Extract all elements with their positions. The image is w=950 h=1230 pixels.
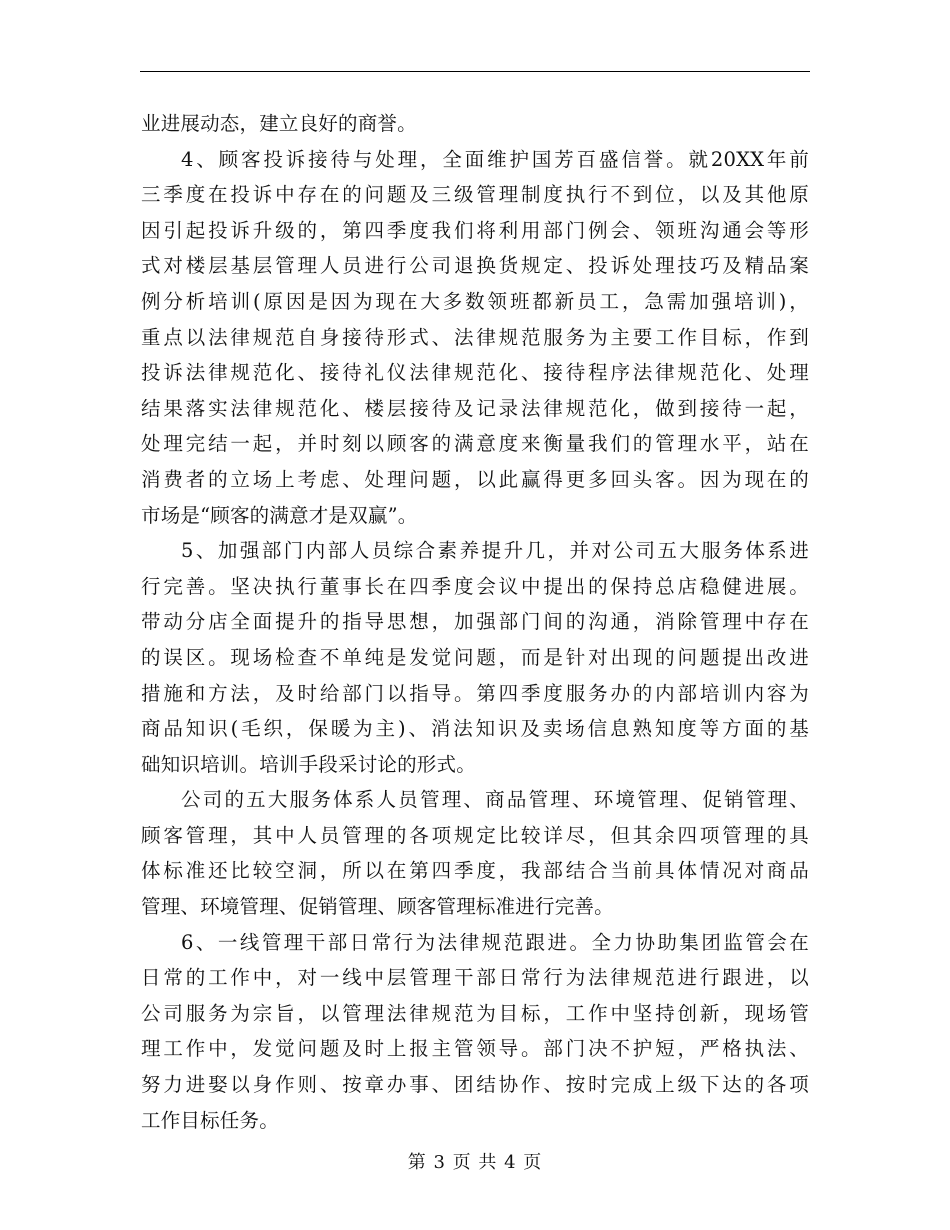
text-line: 日常的工作中，对一线中层管理干部日常行为法律规范进行跟进，以 <box>141 966 809 990</box>
text-line: 体标准还比较空洞，所以在第四季度，我部结合当前具体情况对商品 <box>141 859 809 883</box>
header-rule <box>140 71 810 72</box>
text-line: 6、一线管理干部日常行为法律规范跟进。全力协助集团监管会在 <box>181 930 809 954</box>
text-line: 公司的五大服务体系人员管理、商品管理、环境管理、促销管理、 <box>181 788 809 812</box>
document-body <box>141 106 809 1138</box>
text-line: 5、加强部门内部人员综合素养提升几，并对公司五大服务体系进 <box>181 539 809 563</box>
text-line: 业进展动态，建立良好的商誉。 <box>141 112 417 135</box>
text-line: 重点以法律规范自身接待形式、法律规范服务为主要工作目标，作到 <box>141 325 809 349</box>
text-line: 带动分店全面提升的指导思想，加强部门间的沟通，消除管理中存在 <box>141 610 809 634</box>
text-line: 公司服务为宗旨，以管理法律规范为目标，工作中坚持创新，现场管 <box>141 1001 809 1025</box>
text-line: 三季度在投诉中存在的问题及三级管理制度执行不到位，以及其他原 <box>141 183 809 207</box>
text-line: 商品知识(毛织，保暖为主)、消法知识及卖场信息熟知度等方面的基 <box>141 717 809 741</box>
text-line: 投诉法律规范化、接待礼仪法律规范化、接待程序法律规范化、处理 <box>141 361 809 385</box>
text-line: 理工作中，发觉问题及时上报主管领导。部门决不护短，严格执法、 <box>141 1037 809 1061</box>
text-line: 工作目标任务。 <box>141 1108 279 1132</box>
text-line: 行完善。坚决执行董事长在四季度会议中提出的保持总店稳健进展。 <box>141 574 809 598</box>
text-line: 管理、环境管理、促销管理、顾客管理标准进行完善。 <box>141 895 614 919</box>
text-line: 例分析培训(原因是因为现在大多数领班都新员工，急需加强培训)， <box>141 289 809 313</box>
text-line: 消费者的立场上考虑、处理问题，以此赢得更多回头客。因为现在的 <box>141 467 809 491</box>
text-line: 努力进娶以身作则、按章办事、团结协作、按时完成上级下达的各项 <box>141 1073 809 1097</box>
text-line: 础知识培训。培训手段采讨论的形式。 <box>141 752 476 776</box>
text-line: 结果落实法律规范化、楼层接待及记录法律规范化，做到接待一起， <box>141 396 809 420</box>
text-line: 4、顾客投诉接待与处理，全面维护国芳百盛信誉。就20XX年前 <box>181 147 809 171</box>
text-line: 处理完结一起，并时刻以顾客的满意度来衡量我们的管理水平，站在 <box>141 432 809 456</box>
page-number-footer: 第 3 页 共 4 页 <box>407 1152 543 1173</box>
text-line: 式对楼层基层管理人员进行公司退换货规定、投诉处理技巧及精品案 <box>141 254 809 278</box>
text-line: 顾客管理，其中人员管理的各项规定比较详尽，但其余四项管理的具 <box>141 823 809 847</box>
text-line: 的误区。现场检查不单纯是发觉问题，而是针对出现的问题提出改进 <box>141 645 809 669</box>
text-line: 因引起投诉升级的，第四季度我们将利用部门例会、领班沟通会等形 <box>141 218 809 242</box>
text-line: 市场是“顾客的满意才是双赢”。 <box>141 503 418 527</box>
text-line: 措施和方法，及时给部门以指导。第四季度服务办的内部培训内容为 <box>141 681 809 705</box>
